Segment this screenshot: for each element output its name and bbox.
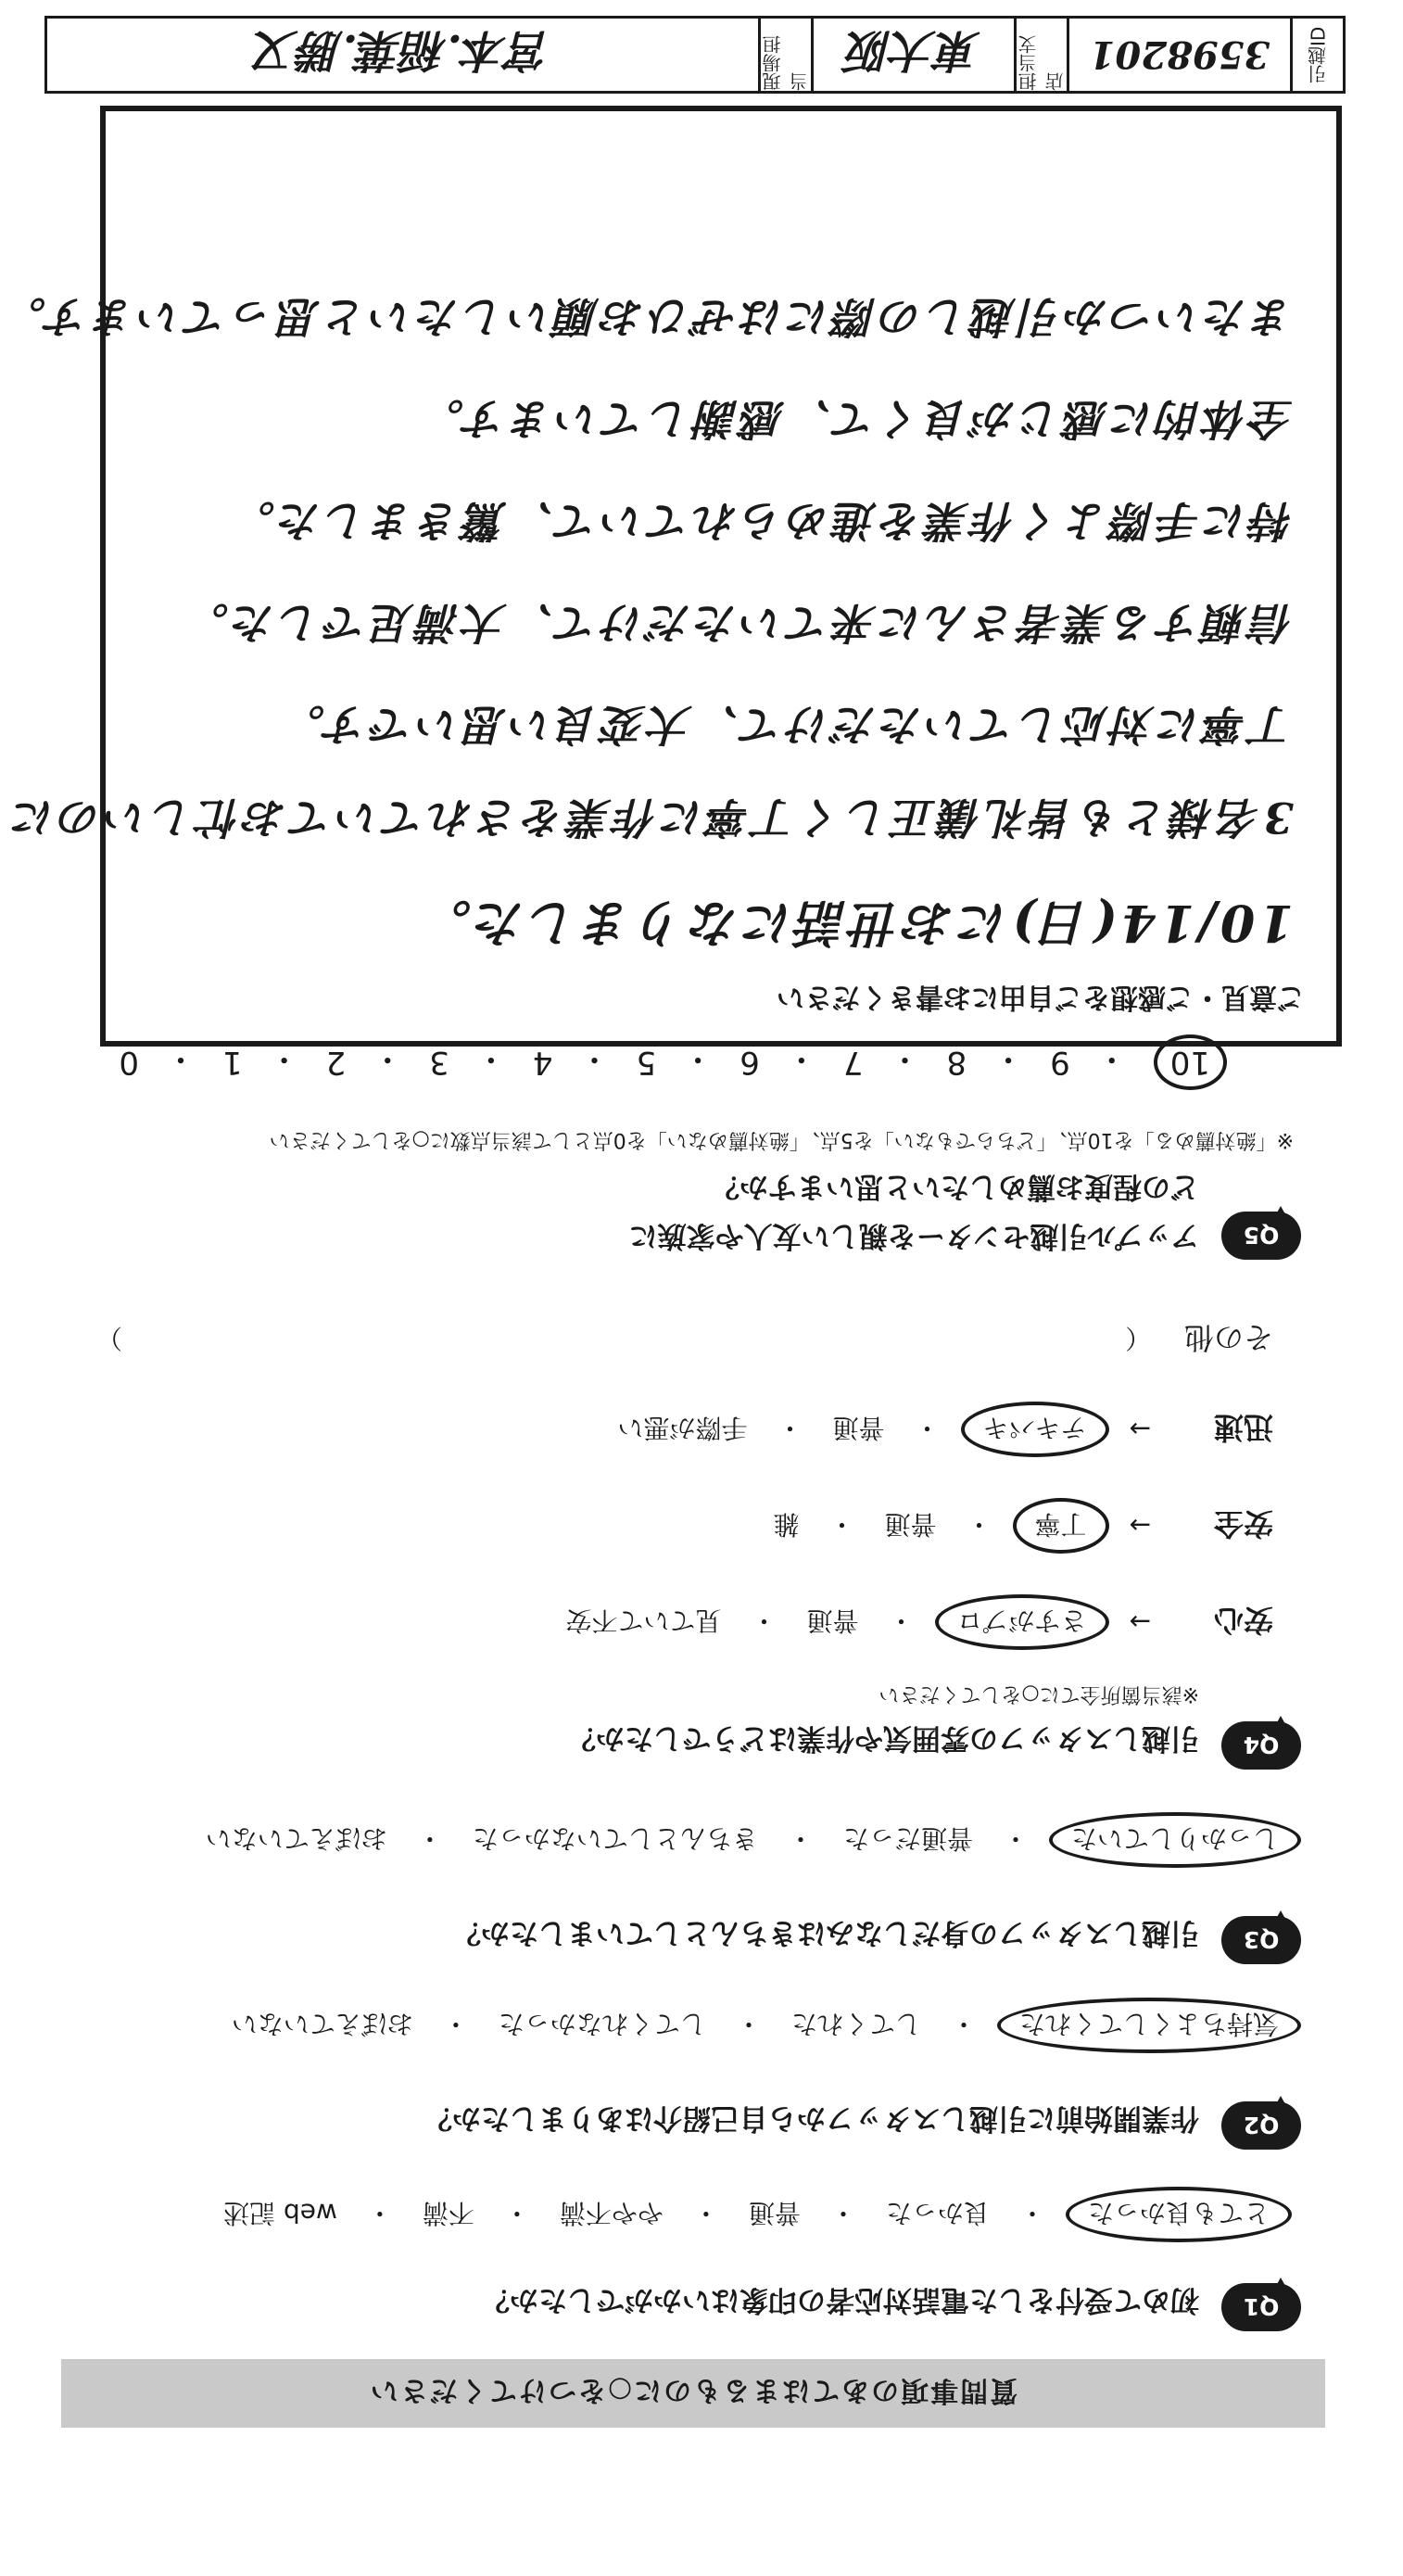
q3-options: しっかりしていた ・ 普通だった ・ きちんとしていなかった ・ おぼえていない [96, 1812, 1301, 1868]
q4-section [96, 1318, 1301, 1770]
q1-option[interactable]: web 記述 [223, 2198, 337, 2228]
q2-section [96, 1998, 1301, 2150]
instruction-banner: 質問事項のあてはまるものに○をつけてください [61, 2359, 1325, 2428]
id-table [44, 16, 1346, 94]
q4-option[interactable]: さすがプロ [935, 1594, 1109, 1650]
q1-option[interactable]: 普通 [748, 2198, 801, 2228]
branch-value: 東大阪 [811, 19, 1014, 91]
q2-option[interactable]: してくれなかった [498, 2009, 706, 2039]
q1-option[interactable]: とても良かった [1066, 2187, 1292, 2242]
comment-line: 3名様とも皆礼儀正しく丁寧に作業をされていてお忙しいのに [8, 793, 1294, 843]
q3-option[interactable]: 普通だった [842, 1823, 973, 1854]
q1-option[interactable]: 良かった [885, 2198, 990, 2228]
q4-note: ※該当箇所全てに○をしてください [878, 1682, 1199, 1706]
q5-score[interactable]: 5 [636, 1044, 657, 1081]
staff-value: 宮本.稲葉.勝又 [253, 24, 552, 77]
comment-line: 特に手際よく作業を進められていて、驚きました。 [228, 496, 1294, 546]
q5-question-line1: アップル引越センターを親しい友人や家族に [628, 1219, 1199, 1252]
branch-label: 担当支店 [1014, 19, 1067, 91]
q3-option[interactable]: おぼえていない [205, 1823, 387, 1854]
comment-line: 信頼する業者さんに来ていただけて、大満足でした。 [182, 598, 1294, 648]
q4-question: 引越しスタッフの雰囲気や作業はどうでしたか？ [567, 1721, 1199, 1756]
q4-option[interactable]: 雑 [773, 1509, 800, 1540]
q5-score[interactable]: 10 [1154, 1034, 1227, 1090]
q2-question: 作業開始前に引越しスタッフから自己紹介はありましたか？ [423, 2101, 1199, 2136]
q2-option[interactable]: してくれた [790, 2009, 921, 2039]
arrow-icon: → [1129, 1414, 1151, 1445]
q5-score[interactable]: 1 [221, 1044, 243, 1081]
q1-question: 初めて受付をした電話対応者の印象はいかがでしたか？ [481, 2283, 1199, 2317]
staff-label: 現場担当 [758, 19, 811, 91]
q4-other-row [96, 1318, 1273, 1361]
q4-row-label: 迅速 [1213, 1410, 1273, 1445]
q4-other-close: ） [96, 1323, 123, 1353]
q4-option[interactable]: 普通 [832, 1413, 885, 1443]
q4-option[interactable]: 普通 [884, 1509, 937, 1540]
q1-badge: Q1 [1221, 2276, 1301, 2331]
q4-option[interactable]: 手際が悪い [617, 1413, 748, 1443]
q5-score[interactable]: 2 [325, 1044, 347, 1081]
q5-score[interactable]: 4 [532, 1044, 553, 1081]
q3-badge: Q3 [1221, 1909, 1301, 1964]
q1-options: とても良かった ・ 良かった ・ 普通 ・ やや不満 ・ 不満 ・ web 記述 [96, 2187, 1292, 2242]
q5-score[interactable]: 9 [1050, 1044, 1070, 1081]
comment-line: またいつか引越しの際にはぜひお願いしたいと思っています。 [0, 292, 1294, 342]
comment-line: 全体的に感じが良くて、感謝しています。 [417, 394, 1294, 444]
comment-line: 10/14(日)にお世話になりました。 [417, 894, 1294, 953]
q4-row-label: 安全 [1213, 1506, 1273, 1542]
q4-option[interactable]: テキパキ [961, 1402, 1109, 1457]
q2-badge: Q2 [1221, 2094, 1301, 2150]
q4-row-label: 安心 [1213, 1603, 1273, 1638]
q1-option[interactable]: 不満 [422, 2198, 474, 2228]
q5-badge: Q5 [1221, 1204, 1301, 1260]
q4-option[interactable]: 普通 [806, 1605, 859, 1636]
q5-section [96, 1034, 1301, 1260]
q1-option[interactable]: やや不満 [559, 2198, 664, 2228]
id-value: 3598201 [1067, 19, 1290, 91]
comment-line: 丁寧に対応していただけて、大変良い思いです。 [278, 700, 1294, 750]
q5-score[interactable]: 7 [842, 1044, 864, 1081]
q4-other-label: その他 [1183, 1320, 1273, 1355]
q4-option[interactable]: 丁寧 [1013, 1498, 1109, 1554]
arrow-icon: → [1129, 1606, 1151, 1638]
q3-question: 引越しスタッフの身だしなみはきちんとしていましたか？ [452, 1916, 1199, 1950]
q3-section [96, 1812, 1301, 1964]
q5-score[interactable]: 8 [946, 1044, 967, 1081]
comment-box[interactable] [0, 106, 1342, 1047]
q5-score[interactable]: 0 [119, 1044, 139, 1081]
q4-row-anshin: 安心 → さすがプロ ・ 普通 ・ 見ていて不安 [96, 1594, 1273, 1650]
q4-row-anzen: 安全 → 丁寧 ・ 普通 ・ 雑 [96, 1498, 1273, 1554]
q3-option[interactable]: しっかりしていた [1049, 1812, 1301, 1868]
q2-option[interactable]: おぼえていない [231, 2009, 413, 2039]
arrow-icon: → [1129, 1510, 1151, 1542]
q5-score[interactable]: 3 [429, 1044, 449, 1081]
q2-option[interactable]: 気持ちよくしてくれた [997, 1998, 1301, 2053]
comment-title: ご意見・ご感想をご自由にお書きください [777, 981, 1305, 1013]
q4-badge: Q4 [1221, 1714, 1301, 1770]
q3-option[interactable]: きちんとしていなかった [472, 1823, 758, 1854]
q2-options: 気持ちよくしてくれた ・ してくれた ・ してくれなかった ・ おぼえていない [96, 1998, 1301, 2053]
q5-note: ※「絶対薦める」を10点、「どちらでもない」を5点、「絶対薦めない」を0点として該当点数に○をしてください [269, 1128, 1294, 1151]
q4-row-jinsoku: 迅速 → テキパキ ・ 普通 ・ 手際が悪い [96, 1402, 1273, 1457]
q5-question-line2: どの程度お薦めしたいと思いますか？ [711, 1170, 1199, 1203]
q4-other-open: （ [1125, 1323, 1152, 1353]
q5-score[interactable]: 6 [739, 1044, 760, 1081]
q1-section [96, 2187, 1301, 2331]
q5-scale: 10 ・ 9 ・ 8 ・ 7 ・ 6 ・ 5 ・ 4 ・ 3 ・ 2 ・ 1 ・ 0 [96, 1034, 1227, 1090]
id-label: 引越ID [1290, 19, 1343, 91]
q4-option[interactable]: 見ていて不安 [565, 1605, 722, 1636]
